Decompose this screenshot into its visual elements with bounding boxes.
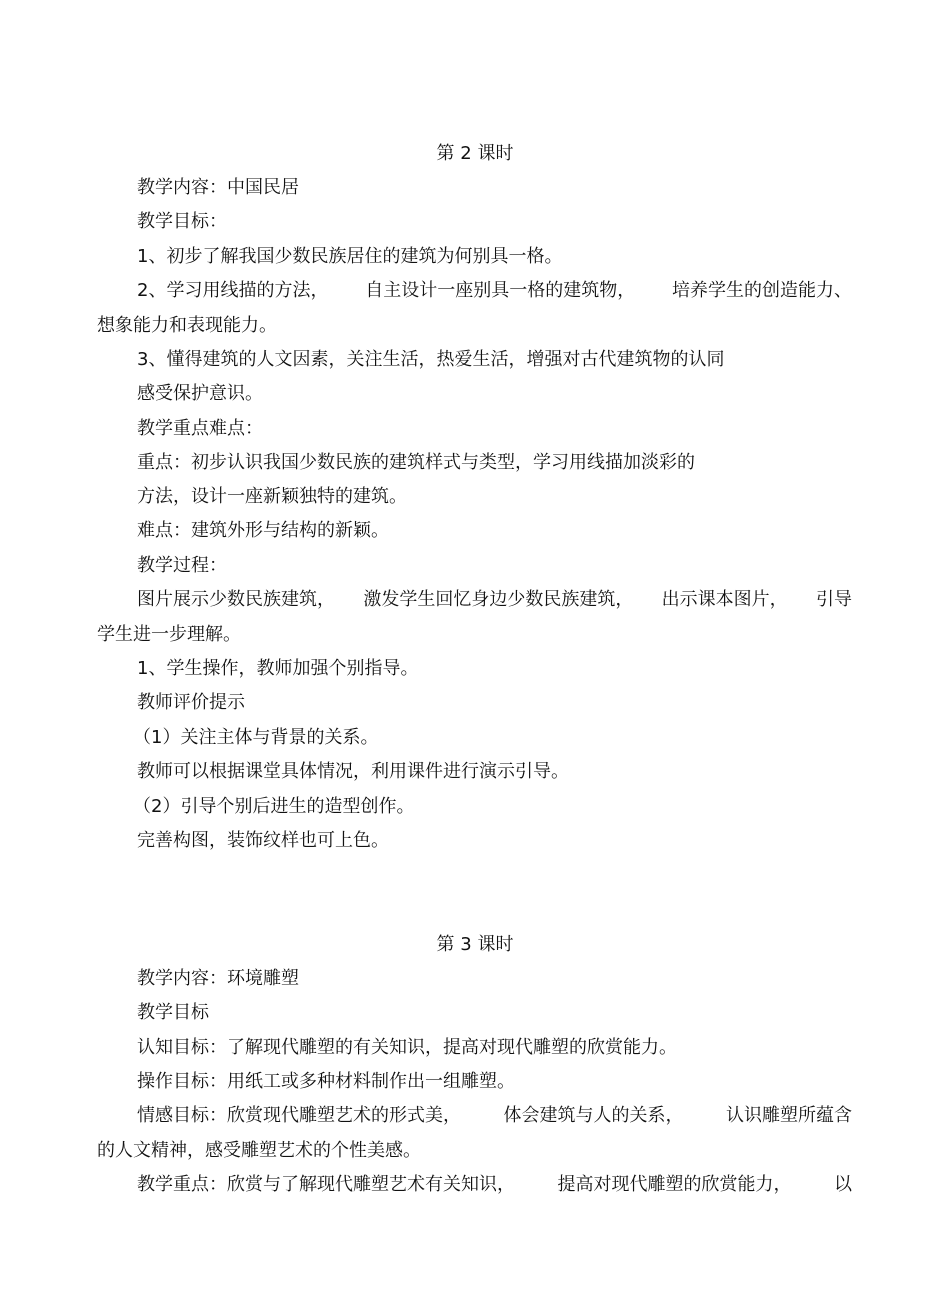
lesson2-goal1: 1、初步了解我国少数民族居住的建筑为何别具一格。 [137,246,563,267]
lesson3-emotion-part3: 认识雕塑所蕴含 [726,1105,852,1126]
lesson2-goal2-cont: 想象能力和表现能力。 [97,315,277,336]
lesson2-key-point: 重点：初步认识我国少数民族的建筑样式与类型，学习用线描加淡彩的 [137,452,695,473]
lesson2-eval1-note: 教师可以根据课堂具体情况，利用课件进行演示引导。 [137,761,569,782]
lesson3-cognitive: 认知目标：了解现代雕塑的有关知识，提高对现代雕塑的欣赏能力。 [137,1037,677,1058]
lesson2-process-part3: 出示课本图片， [661,589,788,610]
lesson2-goal2-part1: 2、学习用线描的方法， [137,280,329,301]
lesson2-key-label: 教学重点难点： [137,418,263,439]
lesson2-goals-label: 教学目标： [137,211,227,232]
lesson3-emotion [137,1103,852,1129]
lesson3-emotion-part2: 体会建筑与人的关系， [503,1105,684,1126]
lesson2-process-part2: 激发学生回忆身边少数民族建筑， [363,589,634,610]
lesson3-emotion-cont: 的人文精神，感受雕塑艺术的个性美感。 [97,1140,421,1161]
lesson2-process [137,587,852,613]
lesson2-goal2-part3: 培养学生的创造能力、 [671,280,852,301]
lesson2-goal2-part2: 自主设计一座别具一格的建筑物， [365,280,636,301]
lesson3-title: 第 3 课时 [436,934,514,955]
lesson2-difficulty: 难点：建筑外形与结构的新颖。 [137,520,389,541]
lesson2-title: 第 2 课时 [436,143,514,164]
lesson2-process-label: 教学过程： [137,555,227,576]
lesson2-eval2-note: 完善构图，装饰纹样也可上色。 [137,830,389,851]
lesson2-key-point-cont: 方法，设计一座新颖独特的建筑。 [137,486,407,507]
lesson2-process-cont: 学生进一步理解。 [97,624,241,645]
lesson3-key-part3: 以 [834,1174,852,1195]
lesson2-goal2 [137,278,852,304]
lesson2-content: 教学内容：中国民居 [137,177,299,198]
lesson2-eval-label: 教师评价提示 [137,692,245,713]
lesson2-eval1: （1）关注主体与背景的关系。 [133,727,379,748]
lesson2-goal3: 3、懂得建筑的人文因素，关注生活，热爱生活，增强对古代建筑物的认同 [137,349,725,370]
lesson2-step1: 1、学生操作，教师加强个别指导。 [137,658,419,679]
lesson3-goals-label: 教学目标 [137,1002,209,1023]
lesson3-emotion-part1: 情感目标：欣赏现代雕塑艺术的形式美， [137,1105,461,1126]
lesson3-key [137,1172,852,1198]
lesson2-process-part4: 引导 [815,589,852,610]
lesson3-operation: 操作目标：用纸工或多种材料制作出一组雕塑。 [137,1071,515,1092]
lesson2-goal3-cont: 感受保护意识。 [137,383,263,404]
lesson2-eval2: （2）引导个别后进生的造型创作。 [133,796,415,817]
lesson3-key-part1: 教学重点：欣赏与了解现代雕塑艺术有关知识， [137,1174,515,1195]
lesson3-key-part2: 提高对现代雕塑的欣赏能力， [557,1174,792,1195]
lesson3-content: 教学内容：环境雕塑 [137,968,299,989]
lesson2-process-part1: 图片展示少数民族建筑， [137,589,335,610]
